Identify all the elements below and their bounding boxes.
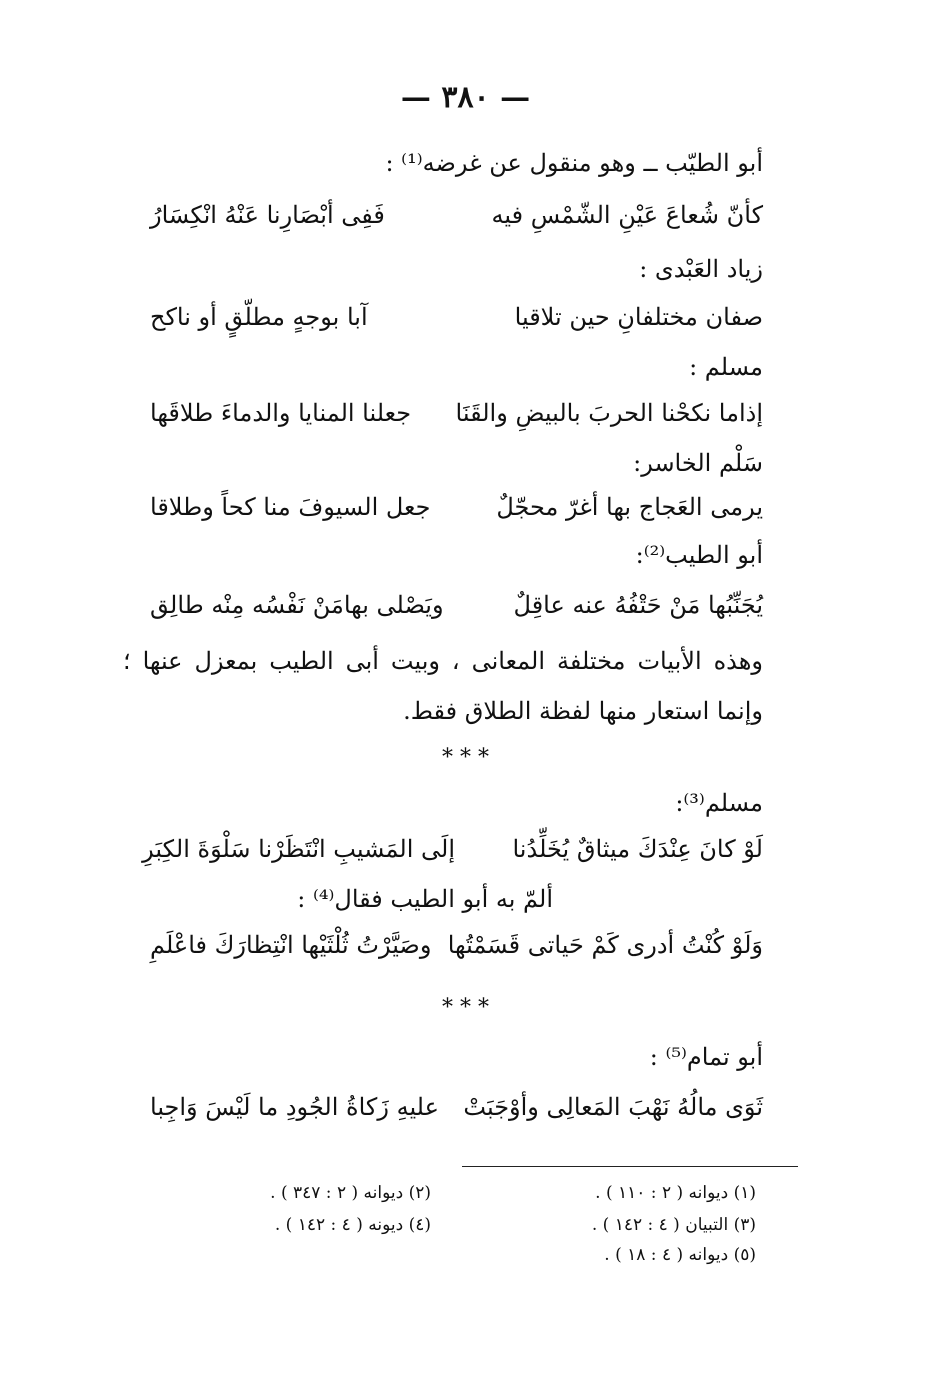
section-divider-stars: ⁎ ⁎ ⁎ xyxy=(442,988,489,1013)
verse-second-hemistich: آبا بوجهٍ مطلّقٍ أو ناكح xyxy=(150,303,368,331)
verse-first-hemistich: كأنّ شُعاعَ عَيْنِ الشّمْسِ فيه xyxy=(491,201,763,229)
poet-heading: أبو الطيّب ــ وهو منقول عن غرضه⁽¹⁾ : xyxy=(385,149,763,177)
verse-first-hemistich: ثَوَى مالُهُ نَهْبَ المَعالِى وأوْجَبَتْ xyxy=(463,1093,763,1121)
footnote-4: (٤) ديونه ( ٤ : ١٤٢ ) . xyxy=(274,1215,431,1235)
verse-second-hemistich: عليهِ زَكاةُ الجُودِ ما لَيْسَ وَاجِبا xyxy=(150,1093,439,1121)
poet-heading: أبو تمام⁽⁵⁾ : xyxy=(649,1043,763,1071)
verse-second-hemistich: فَفِى أبْصَارِنا عَنْهُ انْكِسَارُ xyxy=(150,201,385,229)
poet-heading: مسلم⁽³⁾: xyxy=(675,789,763,817)
verse-second-hemistich: جعل السيوفَ منا كحاً وطلاقا xyxy=(150,493,431,521)
verse-first-hemistich: صفان مختلفانِ حين تلاقيا xyxy=(514,303,763,331)
footnote-3: (٣) التبيان ( ٤ : ١٤٢ ) . xyxy=(591,1215,756,1235)
verse-second-hemistich: إلَى المَشيبِ انْتَظَرْنا سَلْوَةَ الكِبَرِ xyxy=(142,835,455,863)
verse-second-hemistich: جعلنا المنايا والدماءَ طلاقَها xyxy=(150,399,412,427)
footnote-1: (١) ديوانه ( ٢ : ١١٠ ) . xyxy=(595,1183,756,1203)
poet-heading: زياد العَبْدى : xyxy=(639,255,763,283)
poet-heading: مسلم : xyxy=(689,353,763,381)
poet-heading: سَلْم الخاسر: xyxy=(633,449,763,477)
verse-first-hemistich: لَوْ كانَ عِنْدَكَ ميثاقٌ يُخَلِّدُنا xyxy=(512,835,763,863)
verse-first-hemistich: يرمى العَجاج بها أغرّ محجّلٌ xyxy=(496,493,763,521)
verse-first-hemistich: يُجَنِّبُها مَنْ حَتْفُهُ عنه عاقِلٌ xyxy=(513,591,763,619)
footnote-separator xyxy=(462,1166,798,1167)
verse-first-hemistich: إذاما نكحْنا الحربَ بالبيضِ والقَنَا xyxy=(455,399,763,427)
commentary-paragraph: وهذه الأبيات مختلفة المعانى ، وبيت أبى الطيب بمعزل عنها ؛ وإنما استعار منها لفظة الطلاق فقط. xyxy=(123,647,763,725)
footnote-2: (٢) ديوانه ( ٢ : ٣٤٧ ) . xyxy=(270,1183,431,1203)
page-number: — ٣٨٠ — xyxy=(400,80,531,115)
verse-second-hemistich: وصَيَّرْتُ ثُلْثَيْها انْتِظارَكَ فاعْلَمِ xyxy=(150,931,432,959)
verse-second-hemistich: ويَصْلى بهامَنْ نَفْسُه مِنْه طالِق xyxy=(150,591,444,619)
poet-heading: أبو الطيب⁽²⁾: xyxy=(635,541,763,569)
poet-heading: ألمّ به أبو الطيب فقال⁽⁴⁾ : xyxy=(297,885,553,913)
footnote-5: (٥) ديوانه ( ٤ : ١٨ ) . xyxy=(604,1245,756,1265)
verse-first-hemistich: وَلَوْ كُنْتُ أدرى كَمْ حَياتى قَسَمْتُها xyxy=(447,931,763,959)
section-divider-stars: ⁎ ⁎ ⁎ xyxy=(442,738,489,763)
